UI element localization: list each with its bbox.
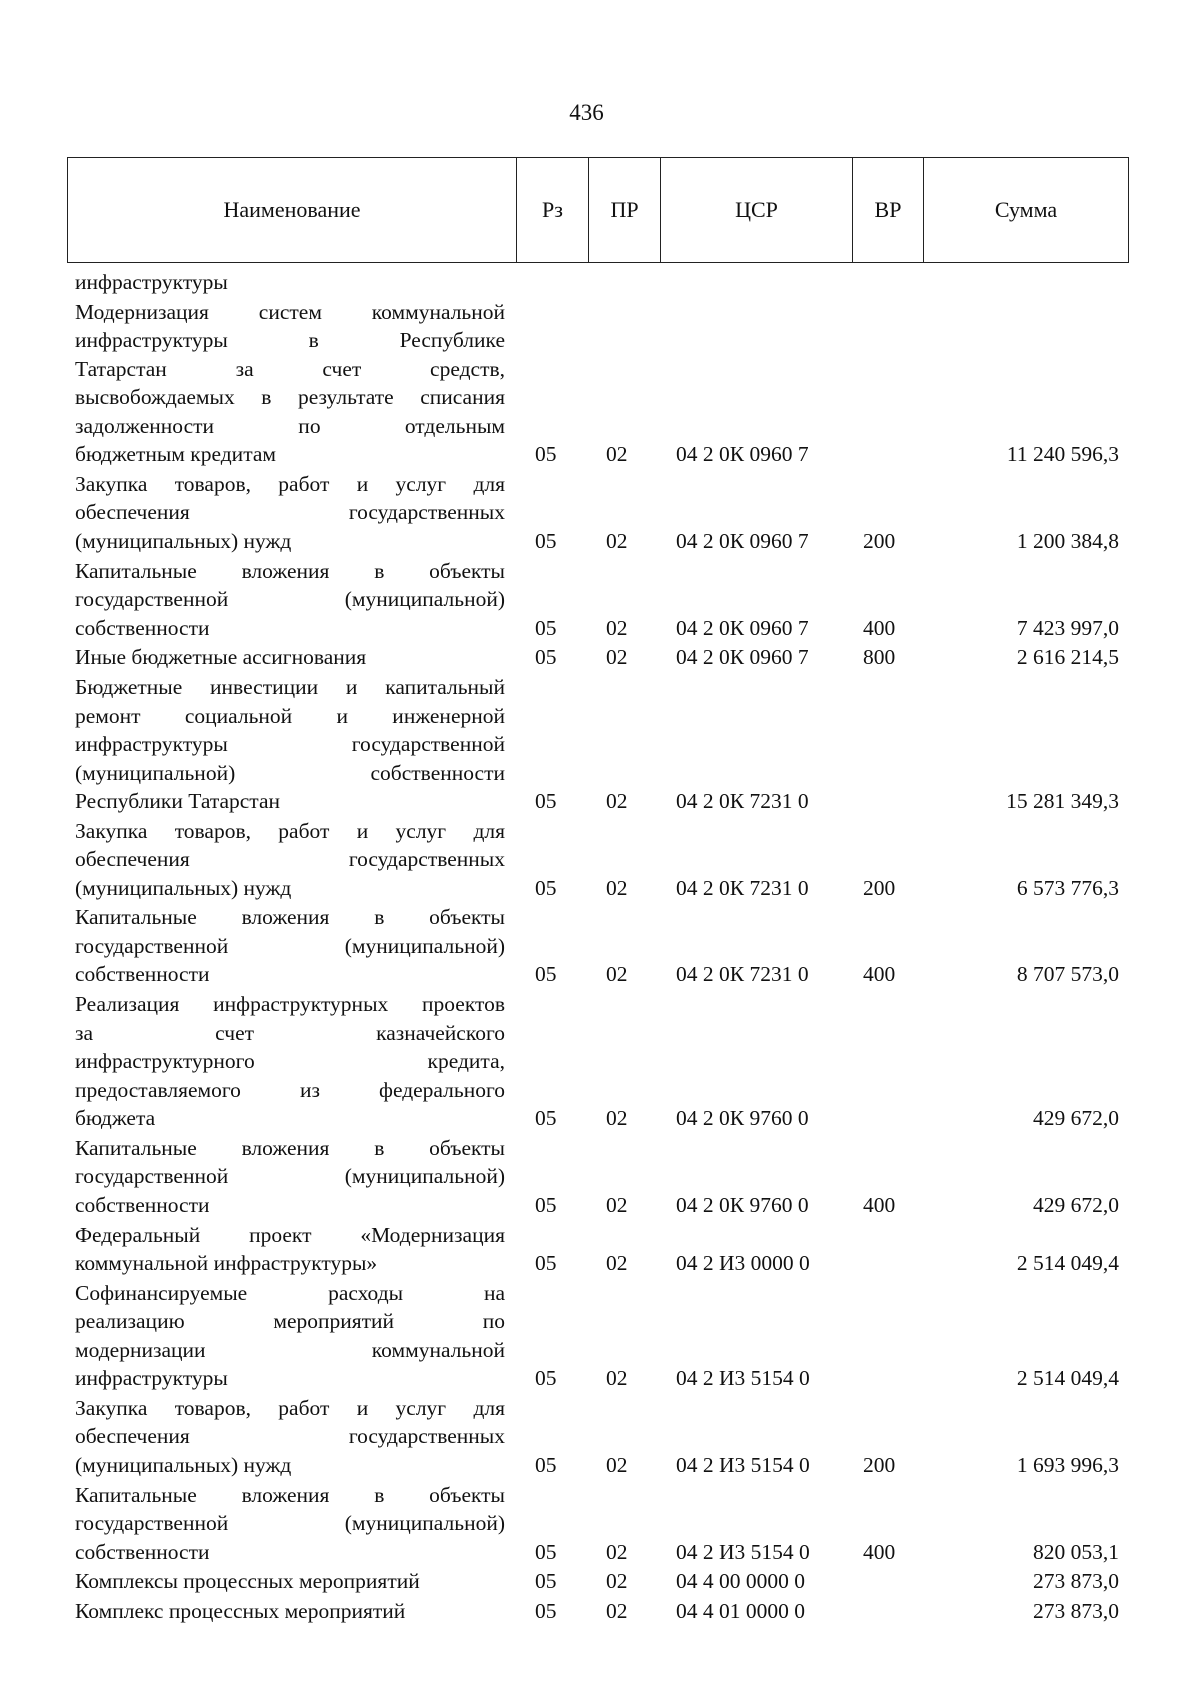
table-row xyxy=(0,817,1200,903)
row-name xyxy=(75,1279,505,1393)
row-pr: 02 xyxy=(606,1251,628,1275)
table-row xyxy=(0,1279,1200,1393)
row-csr: 04 2 0К 7231 0 xyxy=(676,789,809,813)
row-vr: 400 xyxy=(863,615,896,640)
row-vr: 400 xyxy=(863,962,896,987)
row-vr: 200 xyxy=(863,528,896,553)
row-name-line: Татарстан за счет средств, xyxy=(75,356,505,381)
row-name xyxy=(75,817,505,903)
row-name-line: Комплекс процессных мероприятий xyxy=(75,1599,406,1623)
row-csr: 04 2 И3 5154 0 xyxy=(676,1539,810,1564)
row-vr: 800 xyxy=(863,645,896,670)
row-csr: 04 4 00 0000 0 xyxy=(676,1569,805,1594)
header-sum: Сумма xyxy=(923,158,1128,262)
row-name xyxy=(75,557,505,643)
row-rz: 05 xyxy=(535,615,557,640)
row-rz: 05 xyxy=(535,1539,557,1564)
table-row xyxy=(0,298,1200,469)
row-rz: 05 xyxy=(535,1569,557,1594)
row-pr: 02 xyxy=(606,1569,628,1594)
row-rz: 05 xyxy=(535,1251,557,1275)
row-sum: 2 514 049,4 xyxy=(1016,1366,1119,1391)
table-row xyxy=(0,1481,1200,1567)
row-name-line: Капитальные вложения в объекты xyxy=(75,1482,505,1507)
row-name-line: инфраструктуры xyxy=(75,1366,228,1391)
row-vr: 400 xyxy=(863,1192,896,1217)
row-rz: 05 xyxy=(535,442,557,467)
row-name-line: бюджета xyxy=(75,1106,156,1131)
row-name-line: модернизации коммунальной xyxy=(75,1337,505,1362)
row-name-line: Модернизация систем коммунальной xyxy=(75,299,505,324)
row-csr: 04 2 0К 9760 0 xyxy=(676,1192,809,1217)
row-name-line: Бюджетные инвестиции и капитальный xyxy=(75,675,505,699)
row-name-line: предоставляемого из федерального xyxy=(75,1077,505,1102)
row-sum: 8 707 573,0 xyxy=(1016,962,1119,987)
row-name-line: бюджетным кредитам xyxy=(75,442,276,467)
row-name-line: обеспечения государственных xyxy=(75,847,505,872)
row-csr: 04 2 0К 0960 7 xyxy=(676,442,809,467)
table-row xyxy=(0,990,1200,1133)
row-name xyxy=(75,1481,505,1567)
row-pr: 02 xyxy=(606,1192,628,1217)
row-name-line: Капитальные вложения в объекты xyxy=(75,1135,505,1160)
row-name xyxy=(75,1221,505,1278)
row-name-line: инфраструктуры xyxy=(75,270,228,294)
row-pr: 02 xyxy=(606,442,628,467)
row-name-line: Закупка товаров, работ и услуг для xyxy=(75,818,505,843)
row-csr: 04 2 И3 0000 0 xyxy=(676,1251,810,1275)
row-name-line: (муниципальных) нужд xyxy=(75,1452,292,1477)
row-pr: 02 xyxy=(606,1106,628,1131)
row-rz: 05 xyxy=(535,962,557,987)
row-name xyxy=(75,1394,505,1480)
header-rz: Рз xyxy=(516,158,588,262)
row-pr: 02 xyxy=(606,528,628,553)
row-rz: 05 xyxy=(535,1106,557,1131)
row-pr: 02 xyxy=(606,962,628,987)
row-name-line: Республики Татарстан xyxy=(75,789,281,813)
row-name-line: высвобождаемых в результате списания xyxy=(75,385,505,410)
row-name-line: обеспечения государственных xyxy=(75,1424,505,1449)
row-name-line: реализацию мероприятий по xyxy=(75,1309,505,1334)
row-csr: 04 4 01 0000 0 xyxy=(676,1599,805,1623)
row-sum: 273 873,0 xyxy=(1033,1569,1119,1594)
row-rz: 05 xyxy=(535,645,557,670)
table-row xyxy=(0,557,1200,643)
table-row xyxy=(0,1394,1200,1480)
table-row xyxy=(0,1567,1200,1596)
row-name-line: собственности xyxy=(75,615,210,640)
table-row xyxy=(0,1221,1200,1278)
table-row xyxy=(0,903,1200,989)
row-sum: 11 240 596,3 xyxy=(1006,442,1119,467)
row-name xyxy=(75,673,505,816)
row-name-line: инфраструктуры государственной xyxy=(75,732,505,756)
header-name: Наименование xyxy=(223,197,361,222)
row-name xyxy=(75,298,505,469)
row-name-line: государственной (муниципальной) xyxy=(75,1511,505,1536)
row-name xyxy=(75,1567,505,1596)
row-sum: 273 873,0 xyxy=(1033,1599,1119,1623)
row-name-line: (муниципальной) собственности xyxy=(75,760,505,785)
table-row xyxy=(0,1134,1200,1220)
row-pr: 02 xyxy=(606,875,628,900)
row-name-line: ремонт социальной и инженерной xyxy=(75,703,505,728)
row-name-line: Капитальные вложения в объекты xyxy=(75,905,505,930)
row-name-line: собственности xyxy=(75,962,210,987)
row-rz: 05 xyxy=(535,528,557,553)
row-name-line: задолженности по отдельным xyxy=(75,413,505,438)
row-rz: 05 xyxy=(535,1366,557,1391)
row-vr: 200 xyxy=(863,1452,896,1477)
row-name-line: государственной (муниципальной) xyxy=(75,1164,505,1189)
row-pr: 02 xyxy=(606,615,628,640)
row-name-line: государственной (муниципальной) xyxy=(75,933,505,958)
row-name-line: Софинансируемые расходы на xyxy=(75,1280,505,1305)
table-row xyxy=(0,1597,1200,1626)
row-rz: 05 xyxy=(535,1452,557,1477)
row-name-line: инфраструктуры в Республике xyxy=(75,328,505,353)
row-sum: 7 423 997,0 xyxy=(1016,615,1119,640)
header-pr: ПР xyxy=(588,158,660,262)
row-sum: 1 693 996,3 xyxy=(1016,1452,1119,1477)
row-name xyxy=(75,1597,505,1626)
row-rz: 05 xyxy=(535,1599,557,1623)
page-number: 436 xyxy=(569,100,604,125)
table-row xyxy=(0,643,1200,672)
row-name xyxy=(75,1134,505,1220)
row-sum: 429 672,0 xyxy=(1033,1106,1119,1131)
row-sum: 6 573 776,3 xyxy=(1016,875,1119,900)
row-csr: 04 2 0К 0960 7 xyxy=(676,615,809,640)
row-name-line: Реализация инфраструктурных проектов xyxy=(75,992,505,1017)
table-row xyxy=(0,268,1200,297)
row-pr: 02 xyxy=(606,1366,628,1391)
row-rz: 05 xyxy=(535,789,557,813)
row-csr: 04 2 0К 0960 7 xyxy=(676,528,809,553)
row-name-line: собственности xyxy=(75,1539,210,1564)
row-vr: 400 xyxy=(863,1539,896,1564)
row-name-line: собственности xyxy=(75,1192,210,1217)
row-sum: 2 514 049,4 xyxy=(1016,1251,1119,1275)
row-name xyxy=(75,643,505,672)
header-vr: ВР xyxy=(852,158,923,262)
row-rz: 05 xyxy=(535,1192,557,1217)
row-name-line: (муниципальных) нужд xyxy=(75,528,292,553)
row-pr: 02 xyxy=(606,645,628,670)
row-csr: 04 2 0К 7231 0 xyxy=(676,875,809,900)
table-row xyxy=(0,673,1200,816)
row-name-line: государственной (муниципальной) xyxy=(75,587,505,612)
row-sum: 1 200 384,8 xyxy=(1016,528,1119,553)
table-header xyxy=(67,157,1129,263)
row-name-line: Закупка товаров, работ и услуг для xyxy=(75,471,505,496)
header-csr: ЦСР xyxy=(660,158,852,262)
row-pr: 02 xyxy=(606,1452,628,1477)
row-name xyxy=(75,268,505,297)
row-name-line: Закупка товаров, работ и услуг для xyxy=(75,1395,505,1420)
row-pr: 02 xyxy=(606,1599,628,1623)
row-sum: 15 281 349,3 xyxy=(1006,789,1119,813)
row-sum: 429 672,0 xyxy=(1033,1192,1119,1217)
row-name-line: Капитальные вложения в объекты xyxy=(75,558,505,583)
row-csr: 04 2 0К 7231 0 xyxy=(676,962,809,987)
row-rz: 05 xyxy=(535,875,557,900)
row-name-line: за счет казначейского xyxy=(75,1020,505,1045)
row-name-line: (муниципальных) нужд xyxy=(75,875,292,900)
row-pr: 02 xyxy=(606,789,628,813)
row-csr: 04 2 0К 0960 7 xyxy=(676,645,809,670)
row-name-line: Комплексы процессных мероприятий xyxy=(75,1569,420,1594)
row-sum: 2 616 214,5 xyxy=(1016,645,1119,670)
row-name-line: обеспечения государственных xyxy=(75,500,505,525)
row-name-line: инфраструктурного кредита, xyxy=(75,1049,505,1074)
row-name xyxy=(75,470,505,556)
row-name xyxy=(75,990,505,1133)
row-pr: 02 xyxy=(606,1539,628,1564)
row-csr: 04 2 И3 5154 0 xyxy=(676,1452,810,1477)
row-csr: 04 2 0К 9760 0 xyxy=(676,1106,809,1131)
row-vr: 200 xyxy=(863,875,896,900)
row-name xyxy=(75,903,505,989)
row-name-line: Федеральный проект «Модернизация xyxy=(75,1222,505,1247)
row-csr: 04 2 И3 5154 0 xyxy=(676,1366,810,1391)
table-row xyxy=(0,470,1200,556)
row-sum: 820 053,1 xyxy=(1033,1539,1119,1564)
row-name-line: коммунальной инфраструктуры» xyxy=(75,1251,378,1275)
row-name-line: Иные бюджетные ассигнования xyxy=(75,645,367,670)
